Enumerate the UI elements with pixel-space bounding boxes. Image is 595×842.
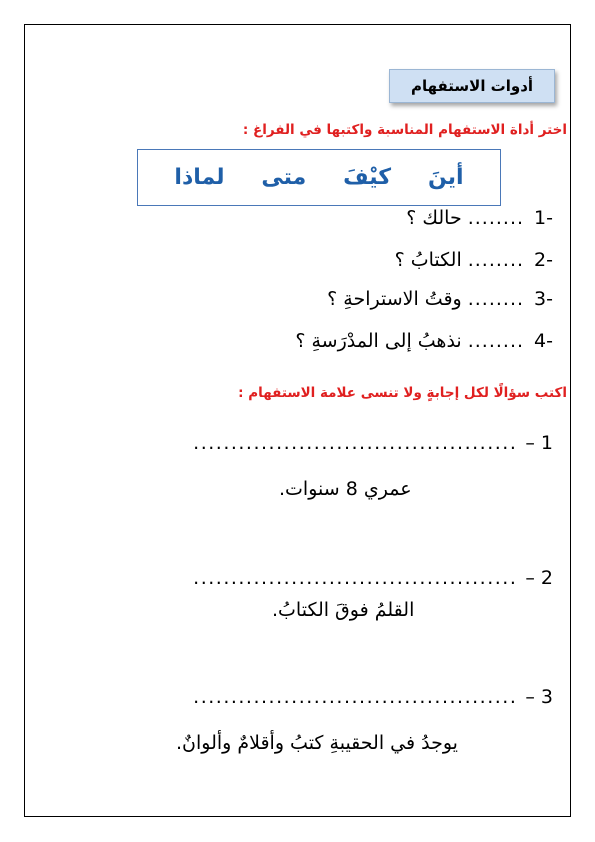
question-blank[interactable]: ........................................... [193, 432, 518, 454]
given-answer-2: القلمُ فوقَ الكتابُ. [272, 599, 415, 621]
question-line-number: 1 – [525, 432, 553, 454]
question-line-3 [193, 686, 553, 708]
fill-blank[interactable]: ........ [467, 249, 525, 271]
fill-item-4 [295, 330, 553, 352]
fill-item-number: -2 [534, 249, 553, 271]
fill-item-text: حالك ؟ [406, 207, 462, 229]
fill-blank[interactable]: ........ [467, 207, 525, 229]
question-line-1 [193, 432, 553, 454]
given-answer-3: يوجدُ في الحقيبةِ كتبُ وأقلامٌ وألوانٌ. [176, 732, 458, 754]
given-answer-1: عمري 8 سنوات. [279, 478, 412, 500]
question-words-box [137, 149, 501, 206]
question-word-ayna: أينَ [427, 165, 464, 190]
question-line-number: 2 – [525, 567, 553, 589]
fill-item-text: نذهبُ إلى المدْرَسةِ ؟ [295, 330, 462, 352]
question-blank[interactable]: ........................................... [193, 567, 518, 589]
fill-item-number: -4 [534, 330, 553, 352]
worksheet-title: أدوات الاستفهام [389, 69, 555, 103]
question-word-mata: متى [261, 165, 307, 190]
fill-blank[interactable]: ........ [467, 330, 525, 352]
fill-item-3 [327, 288, 553, 310]
question-line-number: 3 – [525, 686, 553, 708]
question-word-limatha: لماذا [174, 165, 225, 190]
question-line-2 [193, 567, 553, 589]
fill-item-2 [395, 249, 553, 271]
question-word-kayfa: كيْفَ [343, 165, 392, 190]
question-blank[interactable]: ........................................... [193, 686, 518, 708]
fill-item-text: الكتابُ ؟ [394, 249, 462, 271]
instruction-fill-blank: اختر أداة الاستفهام المناسبة واكتبها في الفراغ : [242, 122, 567, 138]
fill-item-number: -1 [534, 207, 553, 229]
fill-item-1 [406, 207, 553, 229]
fill-item-number: -3 [534, 288, 553, 310]
fill-blank[interactable]: ........ [467, 288, 525, 310]
instruction-write-question: اكتب سؤالًا لكل إجابةٍ ولا تنسى علامة الاستفهام : [238, 385, 567, 401]
fill-item-text: وقتُ الاستراحةِ ؟ [327, 288, 462, 310]
